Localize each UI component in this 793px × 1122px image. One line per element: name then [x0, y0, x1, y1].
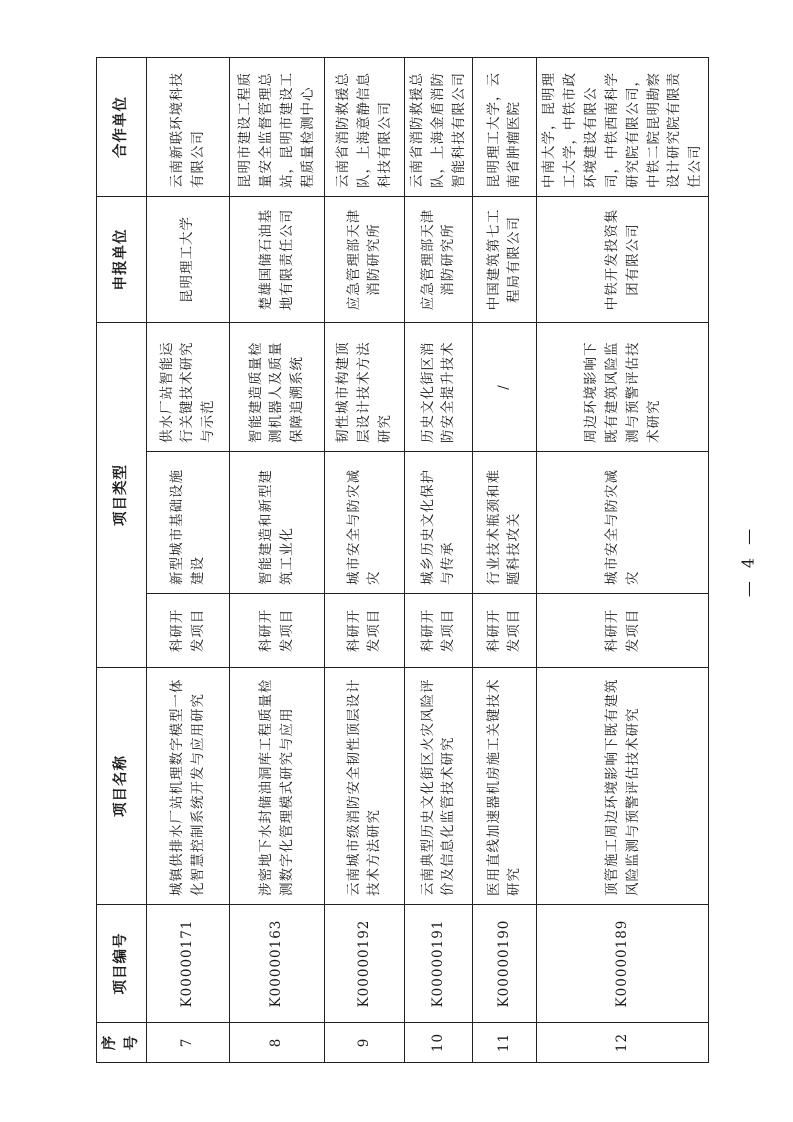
- rotated-page: [96, 58, 704, 1063]
- row-type2: 城市安全与防灾减灾: [324, 452, 404, 594]
- row-seq: 11: [472, 1023, 536, 1063]
- row-partners: 昆明市建设工程质量安全监督管理总站，昆明市建设工程质量检测中心: [229, 57, 324, 196]
- row-applicant: 中国建筑第七工程局有限公司: [472, 196, 536, 322]
- row-seq: 8: [229, 1023, 324, 1063]
- row-type3: 历史文化街区消防安全提升技术: [404, 322, 472, 451]
- table-row: [324, 57, 404, 1062]
- table-row: [146, 57, 229, 1062]
- header-partners: 合作单位: [97, 57, 147, 196]
- row-name: 云南城市级消防安全韧性顶层设计技术方法研究: [324, 668, 404, 905]
- row-applicant: 昆明理工大学: [146, 196, 229, 322]
- table-header-row: [97, 57, 147, 1062]
- row-partners: 云南省消防救援总队，上海意静信息科技有限公司: [324, 57, 404, 196]
- row-code: K00000163: [229, 905, 324, 1023]
- row-type1: 科研开发项目: [146, 594, 229, 668]
- header-applicant: 申报单位: [97, 196, 147, 322]
- row-name: 云南典型历史文化街区火灾风险评价及信息化监管技术研究: [404, 668, 472, 905]
- row-partners: 云南省消防救援总队，上海金盾消防智能科技有限公司: [404, 57, 472, 196]
- row-type2: 行业技术瓶颈和难题科技攻关: [472, 452, 536, 594]
- row-partners: 云南新联环境科技有限公司: [146, 57, 229, 196]
- row-type3: 供水厂站智能运行关键技术研究与示范: [146, 322, 229, 451]
- row-code: K00000191: [404, 905, 472, 1023]
- row-type1: 科研开发项目: [229, 594, 324, 668]
- header-type: 项目类型: [97, 322, 147, 667]
- row-type2: 城乡历史文化保护与传承: [404, 452, 472, 594]
- row-type3: 周边环境影响下既有建筑风险监测与预警评估技术研究: [536, 322, 708, 451]
- row-name: 城镇供排水厂站机理数字模型一体化智慧控制系统开发与应用研究: [146, 668, 229, 905]
- project-table: [96, 57, 709, 1063]
- header-code: 项目编号: [97, 905, 147, 1023]
- row-type2: 新型城市基础设施建设: [146, 452, 229, 594]
- row-type1: 科研开发项目: [404, 594, 472, 668]
- row-seq: 12: [536, 1023, 708, 1063]
- page-number: — 4 —: [738, 524, 758, 598]
- row-applicant: 应急管理部天津消防研究所: [404, 196, 472, 322]
- row-type3: 智能建造质量检测机器人及质量保障追溯系统: [229, 322, 324, 451]
- header-name: 项目名称: [97, 668, 147, 905]
- row-name: 顶管施工周边环境影响下既有建筑风险监测与预警评估技术研究: [536, 668, 708, 905]
- row-seq: 7: [146, 1023, 229, 1063]
- row-code: K00000189: [536, 905, 708, 1023]
- table-row: [472, 57, 536, 1062]
- row-applicant: 楚雄国储石油基地有限责任公司: [229, 196, 324, 322]
- table-row: [536, 57, 708, 1062]
- row-seq: 9: [324, 1023, 404, 1063]
- row-type2: 城市安全与防灾减灾: [536, 452, 708, 594]
- row-type1: 科研开发项目: [472, 594, 536, 668]
- row-code: K00000171: [146, 905, 229, 1023]
- row-seq: 10: [404, 1023, 472, 1063]
- row-name: 涉密地下水封储油洞库工程质量检测数字化管理模式研究与应用: [229, 668, 324, 905]
- row-partners: 昆明理工大学，云南省肿瘤医院: [472, 57, 536, 196]
- row-code: K00000192: [324, 905, 404, 1023]
- row-applicant: 中铁开发投资集团有限公司: [536, 196, 708, 322]
- row-type2: 智能建造和新型建筑工业化: [229, 452, 324, 594]
- row-type3: 韧性城市构建顶层设计技术方法研究: [324, 322, 404, 451]
- row-type3: /: [472, 322, 536, 451]
- row-type1: 科研开发项目: [324, 594, 404, 668]
- header-seq: 序号: [97, 1023, 147, 1063]
- row-type1: 科研开发项目: [536, 594, 708, 668]
- table-row: [229, 57, 324, 1062]
- row-partners: 中南大学，昆明理工大学，中铁市政环境建设有限公司，中铁西南科学研究院有限公司，中铁二院昆明勘察设计研究院有限责任公司: [536, 57, 708, 196]
- table-row: [404, 57, 472, 1062]
- row-applicant: 应急管理部天津消防研究所: [324, 196, 404, 322]
- row-name: 医用直线加速器机房施工关键技术研究: [472, 668, 536, 905]
- row-code: K00000190: [472, 905, 536, 1023]
